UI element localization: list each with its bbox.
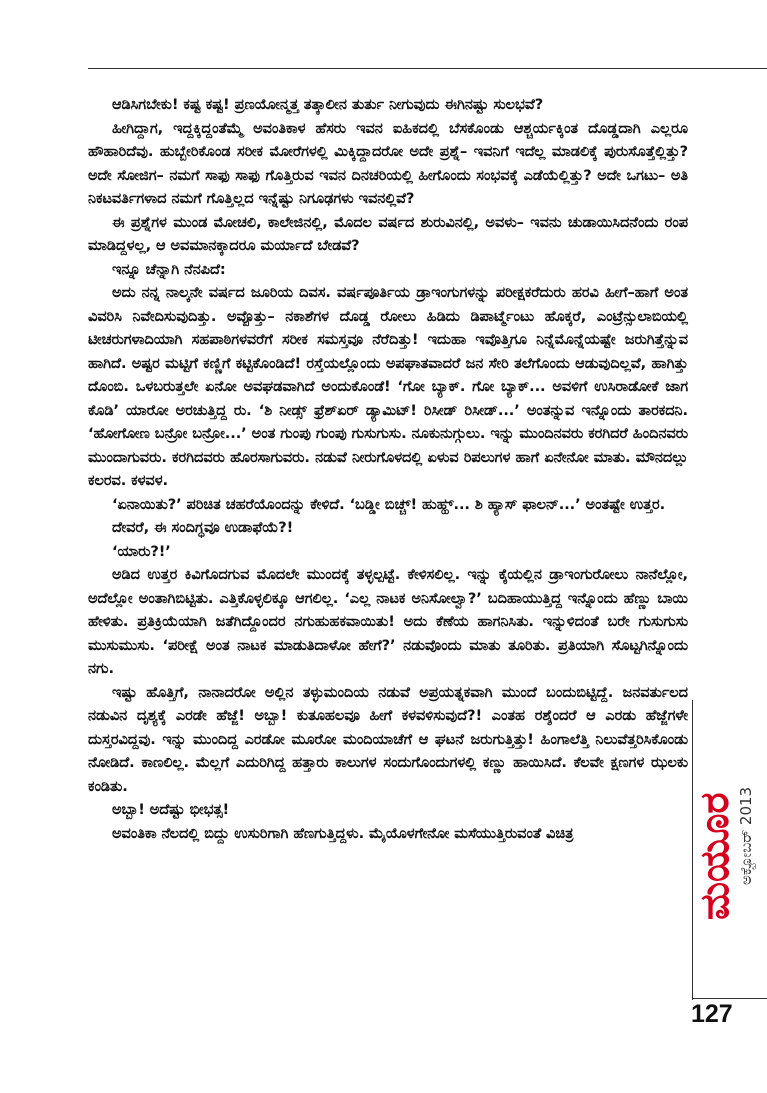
magazine-logo: ಮಯೂರ	[692, 792, 738, 920]
paragraph: ಅವಂತಿಕಾ ನೆಲದಲ್ಲಿ ಬಿದ್ದು ಉಸುರಿಗಾಗಿ ಹೆಣಗುತ್ತಿದ್ದಳು. ಮೈಯೊಳಗೇನೋ ಮಸೆಯುತ್ತಿರುವಂತೆ ವಿಚಿತ್ರ	[112, 824, 574, 842]
paragraph: ಇನ್ನೂ ಚೆನ್ನಾಗಿ ನೆನಪಿದೆ:	[112, 260, 226, 278]
paragraph: ಆಡಿಸಿಗಬೇಕು! ಕಷ್ಟ ಕಷ್ಟ! ಪ್ರಣಯೋನ್ಮತ್ತ ತತ್ಕಾಲೀನ ತುರ್ತು ನೀಗುವುದು ಈಗಿನಷ್ಟು ಸುಲಭವೆ?	[112, 96, 544, 113]
page-number: 127	[691, 1000, 733, 1028]
paragraph: ಅದು ನನ್ನ ನಾಲ್ಕನೇ ವರ್ಷದ ಜೂರಿಯ ದಿವಸ. ವರ್ಷಪೂರ್ತಿಯ ಡ್ರಾಇಂಗುಗಳನ್ನು ಪರೀಕ್ಷಕರೆದುರು ಹರವಿ ಹೀಗೆ–ಹಾಗೆ ಅಂತ ವಿವರಿಸಿ ನಿವೇದಿಸುವುದಿತ್ತು. ಅವ್ಪೊತ್ತು– ನಕಾಶೆಗಳ ದೊಡ್ಡ ರೋಲು ಹಿಡಿದು ಡಿಪಾರ್ಟ್ಮೆಂಟು ಹೊಕ್ಕರೆ, ಎಂಟ್ರೆನ್ಸುಲಾಬಿಯಲ್ಲಿ ಟೀಚರುಗಳಾದಿಯಾಗಿ ಸಹಪಾಠಿಗಳವರೆಗೆ ಸರೀಕ ಸಮಸ್ತವೂ ನೆರೆದಿತ್ತು! ಇದುಹಾ ಇವೊತ್ತಿಗೂ ನಿನ್ನೆಮೊನ್ನೆಯಷ್ಟೇ ಜರುಗಿತ್ತೆನ್ನುವ ಹಾಗಿದೆ. ಅಷ್ಟರ ಮಟ್ಟಿಗೆ ಕಣ್ಣಿಗೆ ಕಟ್ಟಿಕೊಂಡಿದೆ! ರಸ್ತೆಯಲ್ಲೊಂದು ಅಪಘಾತವಾದರೆ ಜನ ಸೇರಿ ತಲೆಗೊಂದು ಆಡುವುದಿಲ್ಲವೆ, ಹಾಗಿತ್ತು ದೊಂಬಿ. ಒಳಬರುತ್ತಲೇ ಏನೋ ಅವಘಡವಾಗಿದೆ ಅಂದುಕೊಂಡೆ! ‘ಗೋ ಬ್ಯಾಕ್. ಗೋ ಬ್ಯಾಕ್... ಅವಳಿಗೆ ಉಸಿರಾಡೋಕೆ ಜಾಗ ಕೊಡಿ’ ಯಾರೋ ಅರಚುತ್ತಿದ್ದ ರು. ‘ಶಿ ನೀಡ್ಸ್ ಫ್ರೆಶ್ಏರ್ ಡ್ಯಾಮಿಟ್! ರಿಸೀಡ್ ರಿಸೀಡ್...’ ಅಂತನ್ನುವ ಇನ್ನೊಂದು ತಾರಕದನಿ. ‘ಹೋಗೋಣ ಬನ್ರೋ ಬನ್ರೋ...’ ಅಂತ ಗುಂಪು ಗುಂಪು ಗುಸುಗುಸು. ನೂಕುನುಗ್ಗುಲು. ಇನ್ನು ಮುಂದಿನವರು ಕರಗಿದರೆ ಹಿಂದಿನವರು ಮುಂದಾಗುವರು. ಕರಗಿದವರು ಹೊರಸಾಗುವರು. ನಡುವೆ ನೀರುಗೊಳದಲ್ಲಿ ಏಳುವ ರಿಪಲುಗಳ ಹಾಗೆ ಏನೇನೋ ಮಾತು. ಮೌನದಲ್ಲು ಕಲರವ. ಕಳವಳ.	[88, 284, 688, 489]
article-body	[88, 93, 688, 845]
issue-date: ಅಕ್ಟೋಬರ್ 2013	[737, 786, 755, 885]
paragraph: ಈ ಪ್ರಶ್ನೆಗಳ ಮುಂಡ ಮೋಚಲಿ, ಕಾಲೇಜಿನಲ್ಲಿ, ಮೊದಲ ವರ್ಷದ ಶುರುವಿನಲ್ಲಿ, ಅವಳು– ಇವನು ಚುಡಾಯಿಸಿದನೆಂದು ರಂಪ ಮಾಡಿದ್ದಳಲ್ಲ, ಆ ಅವಮಾನಕ್ಕಾದರೂ ಮರ್ಯಾದೆ ಬೇಡವೆ?	[88, 213, 688, 254]
paragraph: ದೇವರೆ, ಈ ಸಂದಿಗ್ಧವೂ ಉಡಾಫೆಯೆ?!	[112, 519, 294, 536]
paragraph: ‘ಏನಾಯಿತು?’ ಪರಿಚಿತ ಚಹರೆಯೊಂದನ್ನು ಕೇಳಿದೆ. ‘ಬಡ್ಡೀ ಬಿಚ್ಚ್! ಹುಹ್ಹ್... ಶಿ ಹ್ಯಾಸ್ ಫಾಲನ್...’ ಅಂತಷ್ಟೇ ಉತ್ತರ.	[112, 495, 666, 513]
paragraph: ಹೀಗಿದ್ದಾಗ, ಇದ್ದಕ್ಕಿದ್ದಂತೆಮ್ಮೆ ಅವಂತಿಕಾಳ ಹೆಸರು ಇವನ ಐಹಿಕದಲ್ಲಿ ಬೆಸಕೊಂಡು ಆಶ್ಚರ್ಯಕ್ಕಿಂತ ದೊಡ್ಡದಾಗಿ ಎಲ್ಲರೂ ಹೌಹಾರಿದೆವು. ಹುಬ್ಬೇರಿಕೊಂಡ ಸರೀಕ ಮೋರೆಗಳಲ್ಲಿ ಮಿಕ್ಕಿದ್ದಾದರೋ ಅದೇ ಪ್ರಶ್ನೆ– ಇವನಿಗೆ ಇದೆಲ್ಲ ಮಾಡಲಿಕ್ಕೆ ಪುರುಸೊತ್ತೆಲ್ಲಿತ್ತು? ಅದೇ ಸೋಜಿಗ– ನಮಗೆ ಸಾಫು ಸಾಫು ಗೊತ್ತಿರುವ ಇವನ ದಿನಚರಿಯಲ್ಲಿ ಹೀಗೊಂದು ಸಂಭವಕ್ಕೆ ಎಡೆಯೆಲ್ಲಿತ್ತು? ಅದೇ ಒಗಟು– ಅತಿ ನಿಕಟವರ್ತಿಗಳಾದ ನಮಗೆ ಗೊತ್ತಿಲ್ಲದ ಇನ್ನೆಷ್ಟು ನಿಗೂಢಗಳು ಇವನಲ್ಲಿವೆ?	[88, 119, 688, 207]
paragraph: ಅಡಿದ ಉತ್ತರ ಕಿವಿಗೊದಗುವ ಮೊದಲೇ ಮುಂದಕ್ಕೆ ತಳ್ಳಲ್ಪಟ್ಟೆ. ಕೇಳಿಸಲಿಲ್ಲ. ಇನ್ನು ಕೈಯಲ್ಲಿನ ಡ್ರಾಇಂಗುರೋಲು ನಾನೆಲ್ಲೋ, ಅದೆಲ್ಲೋ ಅಂತಾಗಿಬಿಟ್ಟಿತು. ಎತ್ತಿಕೊಳ್ಳಲಿಕ್ಕೂ ಆಗಲಿಲ್ಲ. ‘ಎಲ್ಲ ನಾಟಕ ಅನಿಸೋಲ್ವಾ?’ ಬದಿಹಾಯುತ್ತಿದ್ದ ಇನ್ನೊಂದು ಹೆಣ್ಣು ಬಾಯಿ ಹೇಳಿತು. ಪ್ರತಿಕ್ರಿಯೆಯಾಗಿ ಜತೆಗಿದ್ದೊಂದರ ನಗುಹುಹಕವಾಯಿತು! ಅದು ಕೆಣೆಯ ಹಾಗನಿಸಿತು. ಇನ್ನುಳಿದಂತೆ ಬರೇ ಗುಸುಗುಸು ಮುಸುಮುಸು. ‘ಪರೀಕ್ಷೆ ಅಂತ ನಾಟಕ ಮಾಡುತಿದಾಳೋ ಹೇಗೆ?’ ನಡುವೊಂದು ಮಾತು ತೂರಿತು. ಪ್ರತಿಯಾಗಿ ಸೊಟ್ಟಗಿನ್ನೊಂದು ನಗು.	[88, 566, 688, 677]
paragraph: ‘ಯಾರು?!’	[112, 542, 171, 560]
paragraph: ಅಬ್ಬಾ! ಅದೆಷ್ಟು ಭೀಭತ್ಸ!	[112, 801, 230, 818]
top-rule	[88, 68, 767, 69]
footer-rule	[692, 998, 767, 999]
paragraph: ಇಷ್ಟು ಹೊತ್ತಿಗೆ, ನಾನಾದರೋ ಅಲ್ಲಿನ ತಳ್ಳುಮಂದಿಯ ನಡುವೆ ಅಪ್ರಯತ್ನಕವಾಗಿ ಮುಂದೆ ಬಂದುಬಿಟ್ಟಿದ್ದೆ. ಜನವರ್ತುಲದ ನಡುವಿನ ದೃಶ್ಯಕ್ಕೆ ಎರಡೇ ಹೆಜ್ಜೆ! ಅಬ್ಬಾ! ಕುತೂಹಲವೂ ಹೀಗೆ ಕಳವಳಿಸುವುದೆ?! ಎಂತಹ ರಶ್ಶೆಂದರೆ ಆ ಎರಡು ಹೆಜ್ಜೆಗಳೇ ದುಸ್ತರವಿದ್ದವು. ಇನ್ನು ಮುಂದಿದ್ದ ಎರಡೋ ಮೂರೋ ಮಂದಿಯಾಚೆಗೆ ಆ ಘಟನೆ ಜರುಗುತ್ತಿತ್ತು! ಹಿಂಗಾಲೆತ್ತಿ ನಿಲುವೆತ್ತರಿಸಿಕೊಂಡು ನೋಡಿದೆ. ಕಾಣಲಿಲ್ಲ. ಮೆಲ್ಲಗೆ ಎದುರಿಗಿದ್ದ ಹತ್ತಾರು ಕಾಲುಗಳ ಸಂದುಗೊಂದುಗಳಲ್ಲಿ ಕಣ್ಣು ಹಾಯಿಸಿದೆ. ಕೆಲವೇ ಕ್ಷಣಗಳ ಝಲಕು ಕಂಡಿತು.	[88, 683, 688, 795]
magazine-masthead	[690, 765, 760, 980]
